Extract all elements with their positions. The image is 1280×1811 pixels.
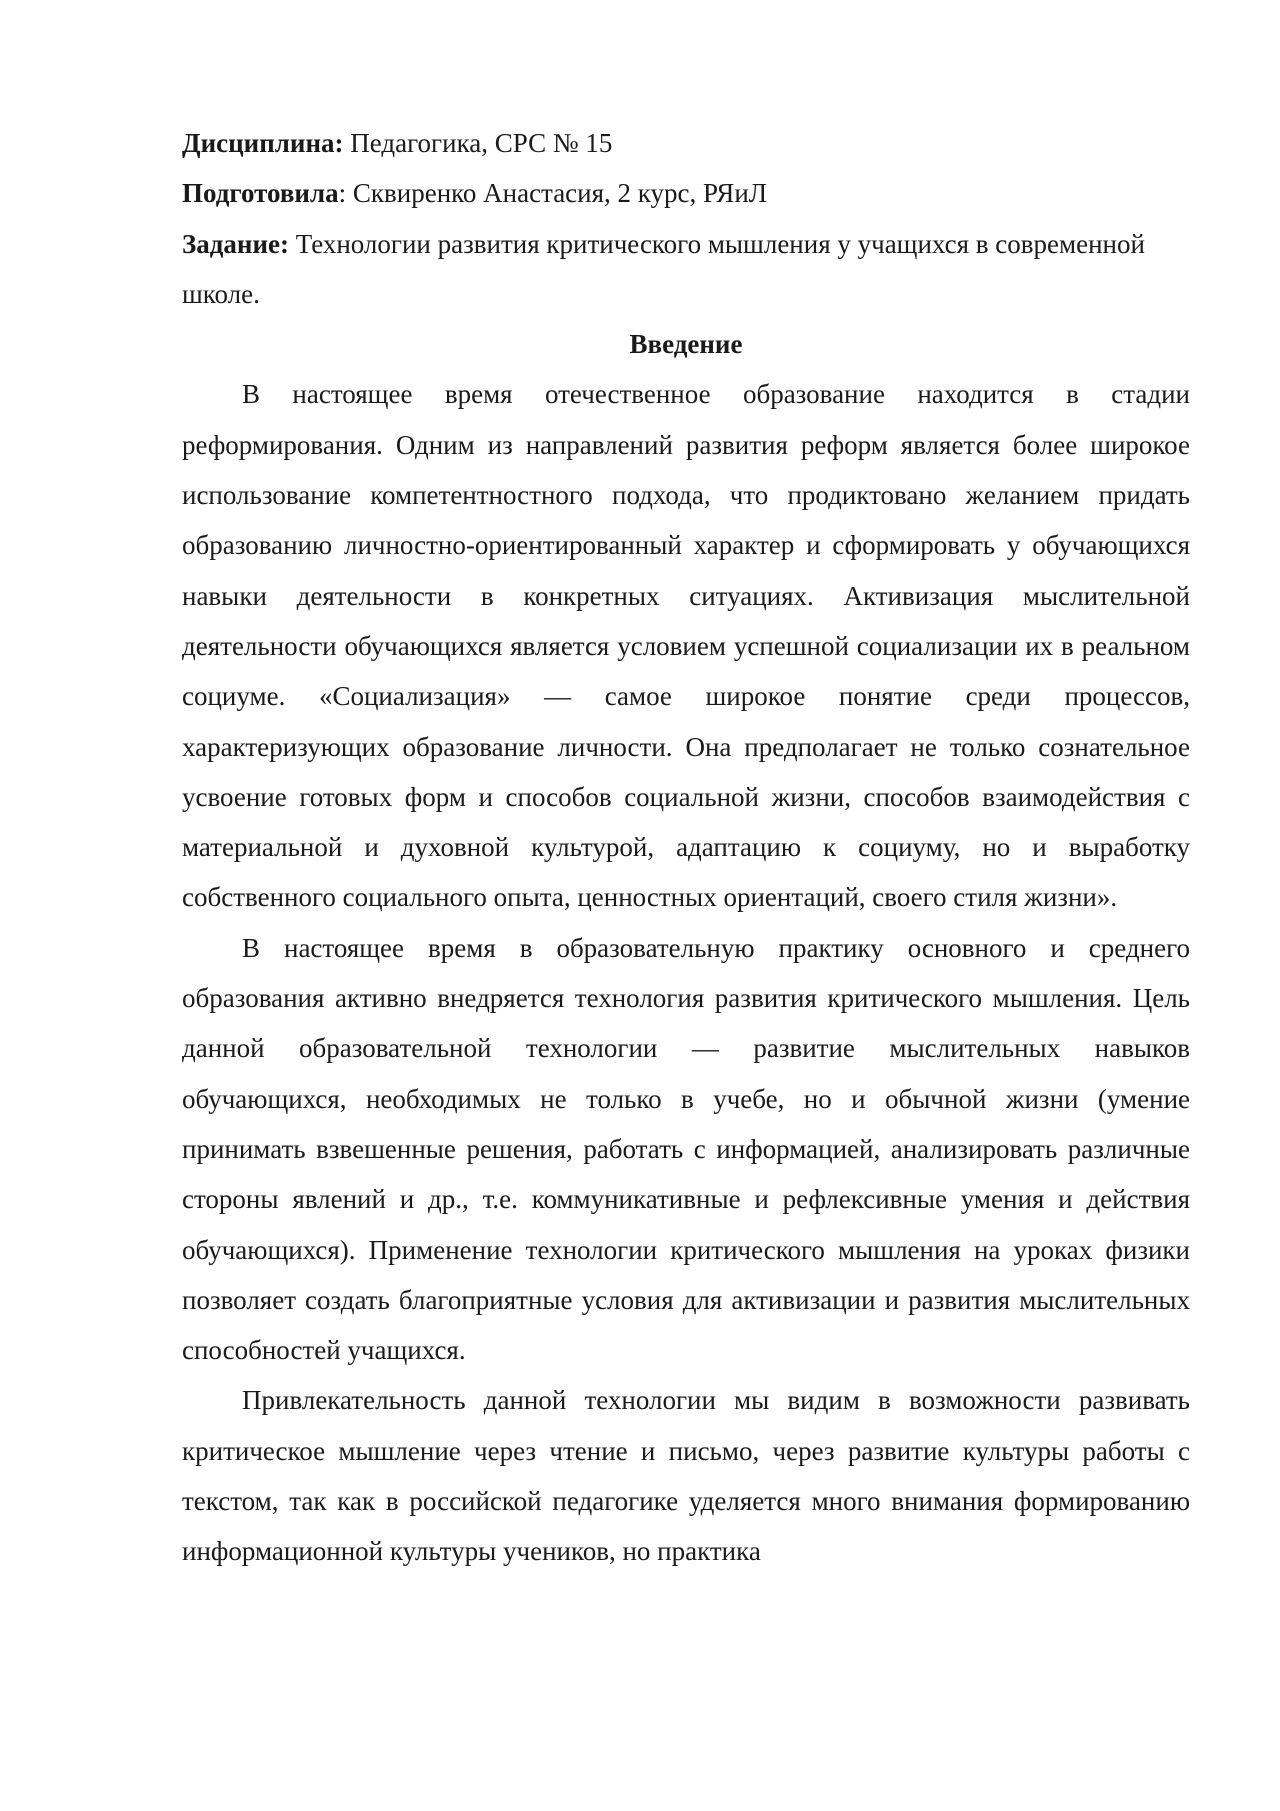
task-label: Задание: [182,228,289,259]
paragraph: В настоящее время в образовательную практику основного и среднего образования активно внедряется технология развития критического мышления. Цель данной образовательной технологии — развитие мыслительных навыков обучающихся, необходимых не только в учебе, но и обычной жизни (умение принимать взвешенные решения, работать с информацией, анализировать различные стороны явлений и др., т.е. коммуникативные и рефлексивные умения и действия обучающихся). Применение технологии критического мышления на уроках физики позволяет создать благоприятные условия для активизации и развития мыслительных способностей учащихся. [182,932,1190,1366]
section-heading: Введение [629,329,743,360]
discipline-value: Педагогика, СРС № 15 [343,128,613,158]
paragraph: Привлекательность данной технологии мы видим в возможности развивать критическое мышление через чтение и письмо, через развитие культуры работы с текстом, так как в российской педагогике уделяется много внимания формированию информационной культуры учеников, но практика [182,1385,1190,1567]
author-value: : Сквиренко Анастасия, 2 курс, РЯиЛ [338,178,768,209]
document-body [182,118,1190,1577]
task-value: Технологии развития критического мышления у учащихся в современной школе. [182,228,1145,309]
discipline-line [182,118,1190,168]
paragraph: В настоящее время отечественное образование находится в стадии реформирования. Одним из направлений развития реформ является более широкое использование компетентностного подхода, что продиктовано желанием придать образованию личностно-ориентированный характер и сформировать у обучающихся навыки деятельности в конкретных ситуациях. Активизация мыслительной деятельности обучающихся является условием успешной социализации их в реальном социуме. «Социализация» — самое широкое понятие среди процессов, характеризующих образование личности. Она предполагает не только сознательное усвоение готовых форм и способов социальной жизни, способов взаимодействия с материальной и духовной культурой, адаптацию к социуму, но и выработку собственного социального опыта, ценностных ориентаций, своего стиля жизни». [182,379,1190,913]
author-label: Подготовила [182,178,339,209]
discipline-label: Дисциплина: [182,128,344,158]
author-line [182,168,1190,218]
task-line [182,219,1190,320]
